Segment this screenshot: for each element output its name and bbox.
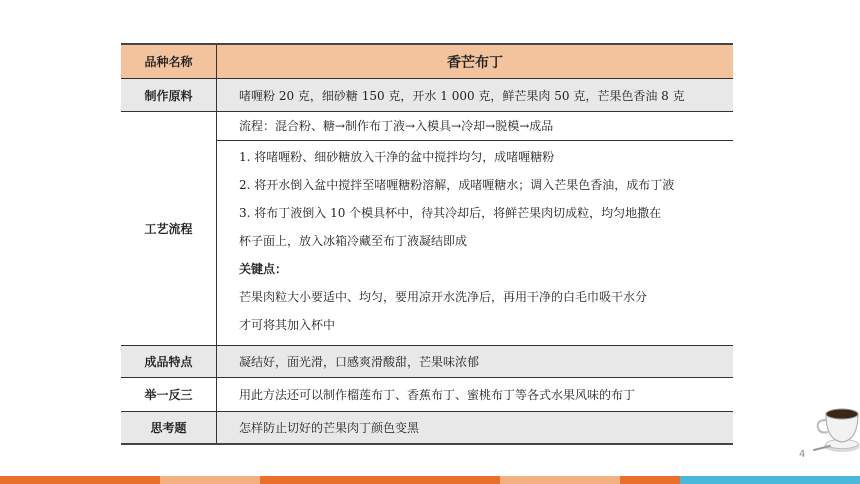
page-number: 4: [799, 449, 806, 460]
footer-segment: [620, 476, 680, 484]
recipe-table: [121, 43, 733, 445]
footer-segment: [0, 476, 160, 484]
header-value: 香芒布丁: [217, 44, 734, 79]
process-steps: [217, 141, 733, 345]
key-points-label: 关键点：: [239, 262, 288, 276]
process-step: 3. 将布丁液倒入 10 个模具杯中，待其冷却后，将鲜芒果肉切成粒，均匀地撒在: [239, 206, 662, 220]
features-value: 凝结好，面光滑，口感爽滑酸甜，芒果味浓郁: [217, 346, 734, 378]
process-step: 杯子面上，放入冰箱冷藏至布丁液凝结即成: [239, 234, 468, 248]
question-value: 怎样防止切好的芒果肉丁颜色变黑: [217, 412, 734, 444]
footer-segment: [260, 476, 500, 484]
features-row: [121, 346, 733, 378]
table-header-row: [121, 44, 733, 79]
process-step: 2. 将开水倒入盆中搅拌至啫喱糖粉溶解，成啫喱糖水；调入芒果色香油，成布丁液: [239, 178, 675, 192]
coffee-cup-icon: [808, 388, 860, 460]
ingredients-row: [121, 79, 733, 112]
process-step: 1. 将啫喱粉、细砂糖放入干净的盆中搅拌均匀，成啫喱糖粉: [239, 150, 555, 164]
ingredients-label: 制作原料: [121, 79, 217, 112]
question-label: 思考题: [121, 412, 217, 444]
variation-value: 用此方法还可以制作榴莲布丁、香蕉布丁、蜜桃布丁等各式水果风味的布丁: [217, 378, 734, 412]
question-row: [121, 412, 733, 444]
footer-segment: [680, 476, 860, 484]
variation-row: [121, 378, 733, 412]
key-point-line: 芒果肉粒大小要适中、均匀，要用凉开水洗净后，再用干净的白毛巾吸干水分: [239, 290, 648, 304]
ingredients-value: 啫喱粉 20 克，细砂糖 150 克，开水 1 000 克，鲜芒果肉 50 克，芒果色香油 8 克: [217, 79, 734, 112]
footer-segment: [500, 476, 620, 484]
header-label: 品种名称: [121, 44, 217, 79]
process-row: [121, 112, 733, 346]
footer-segment: [160, 476, 260, 484]
footer-decoration-bar: [0, 476, 860, 484]
variation-label: 举一反三: [121, 378, 217, 412]
features-label: 成品特点: [121, 346, 217, 378]
key-point-line: 才可将其加入杯中: [239, 318, 336, 332]
process-label: 工艺流程: [121, 112, 217, 346]
process-flow: 流程：混合粉、糖→制作布丁液→入模具→冷却→脱模→成品: [217, 112, 733, 141]
process-cell: [217, 112, 734, 346]
